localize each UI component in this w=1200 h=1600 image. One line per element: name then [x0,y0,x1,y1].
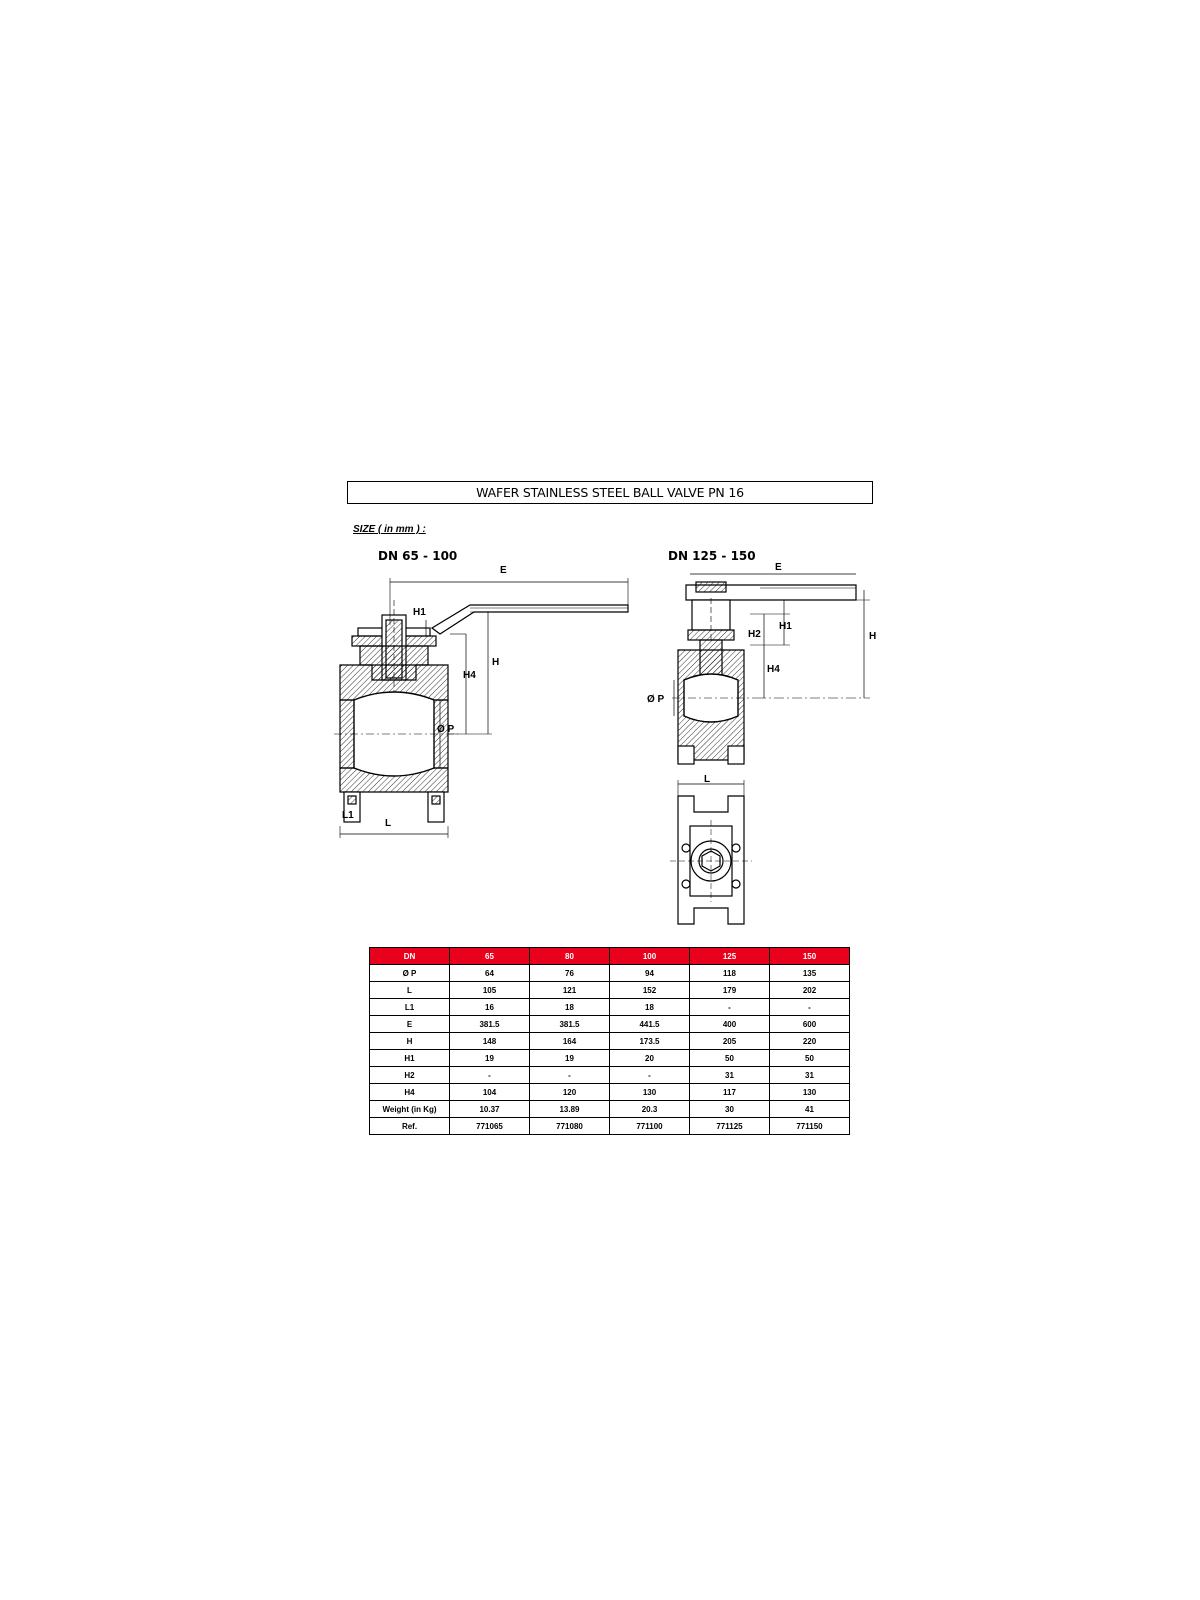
value-cell: 41 [770,1101,850,1118]
value-cell: 130 [770,1084,850,1101]
row-label-cell: Ø P [370,965,450,982]
label-p-left: Ø P [437,724,455,735]
row-label-cell: L [370,982,450,999]
value-cell: 771125 [690,1118,770,1135]
value-cell: 202 [770,982,850,999]
header-cell: DN [370,948,450,965]
row-label-cell: H4 [370,1084,450,1101]
heading-dn-125-150: DN 125 - 150 [668,549,756,563]
label-h1-left: H1 [413,607,426,618]
label-h4-left: H4 [463,670,476,681]
value-cell: 135 [770,965,850,982]
value-cell: 30 [690,1101,770,1118]
value-cell: 400 [690,1016,770,1033]
table-row [370,1084,850,1101]
table-row [370,1067,850,1084]
value-cell: 94 [610,965,690,982]
header-cell: 125 [690,948,770,965]
value-cell: 118 [690,965,770,982]
header-cell: 150 [770,948,850,965]
value-cell: 130 [610,1084,690,1101]
value-cell: 31 [770,1067,850,1084]
value-cell: 64 [450,965,530,982]
value-cell: 13.89 [530,1101,610,1118]
table-row [370,1101,850,1118]
label-e-left: E [500,565,507,576]
row-label-cell: E [370,1016,450,1033]
label-l1-left: L1 [342,810,354,821]
valve-drawing-right [670,574,870,924]
value-cell: 50 [690,1050,770,1067]
value-cell: - [530,1067,610,1084]
value-cell: 105 [450,982,530,999]
label-h2-right: H2 [748,629,761,640]
header-cell: 65 [450,948,530,965]
table-row [370,1118,850,1135]
value-cell: 31 [690,1067,770,1084]
value-cell: 381.5 [530,1016,610,1033]
value-cell: 205 [690,1033,770,1050]
value-cell: 19 [450,1050,530,1067]
value-cell: 76 [530,965,610,982]
row-label-cell: H [370,1033,450,1050]
value-cell: 164 [530,1033,610,1050]
value-cell: - [690,999,770,1016]
document-title: WAFER STAINLESS STEEL BALL VALVE PN 16 [347,481,873,504]
value-cell: - [450,1067,530,1084]
value-cell: 173.5 [610,1033,690,1050]
value-cell: 20 [610,1050,690,1067]
value-cell: - [610,1067,690,1084]
label-h4-right: H4 [767,664,780,675]
value-cell: 18 [530,999,610,1016]
value-cell: 50 [770,1050,850,1067]
value-cell: 179 [690,982,770,999]
table-row [370,1050,850,1067]
table-row [370,1016,850,1033]
value-cell: 20.3 [610,1101,690,1118]
row-label-cell: H1 [370,1050,450,1067]
value-cell: 18 [610,999,690,1016]
header-cell: 100 [610,948,690,965]
value-cell: 381.5 [450,1016,530,1033]
label-p-right: Ø P [647,694,665,705]
table-row [370,982,850,999]
value-cell: 771065 [450,1118,530,1135]
value-cell: 441.5 [610,1016,690,1033]
value-cell: 771080 [530,1118,610,1135]
value-cell: 771100 [610,1118,690,1135]
value-cell: 220 [770,1033,850,1050]
value-cell: 148 [450,1033,530,1050]
spec-table [369,947,850,1135]
value-cell: 120 [530,1084,610,1101]
row-label-cell: Weight (in Kg) [370,1101,450,1118]
row-label-cell: L1 [370,999,450,1016]
size-label: SIZE ( in mm ) : [353,524,426,535]
value-cell: 19 [530,1050,610,1067]
value-cell: 104 [450,1084,530,1101]
valve-drawing-left [334,578,628,838]
value-cell: 16 [450,999,530,1016]
value-cell: - [770,999,850,1016]
row-label-cell: H2 [370,1067,450,1084]
table-row [370,999,850,1016]
table-header-row [370,948,850,965]
row-label-cell: Ref. [370,1118,450,1135]
value-cell: 771150 [770,1118,850,1135]
table-row [370,965,850,982]
label-h-left: H [492,657,500,668]
label-h-right: H [869,631,877,642]
table-row [370,1033,850,1050]
label-h1-right: H1 [779,621,792,632]
value-cell: 152 [610,982,690,999]
value-cell: 117 [690,1084,770,1101]
value-cell: 600 [770,1016,850,1033]
value-cell: 121 [530,982,610,999]
header-cell: 80 [530,948,610,965]
label-l-left: L [385,818,392,829]
label-l-right: L [704,774,711,785]
heading-dn-65-100: DN 65 - 100 [378,549,458,563]
label-e-right: E [775,562,782,573]
value-cell: 10.37 [450,1101,530,1118]
